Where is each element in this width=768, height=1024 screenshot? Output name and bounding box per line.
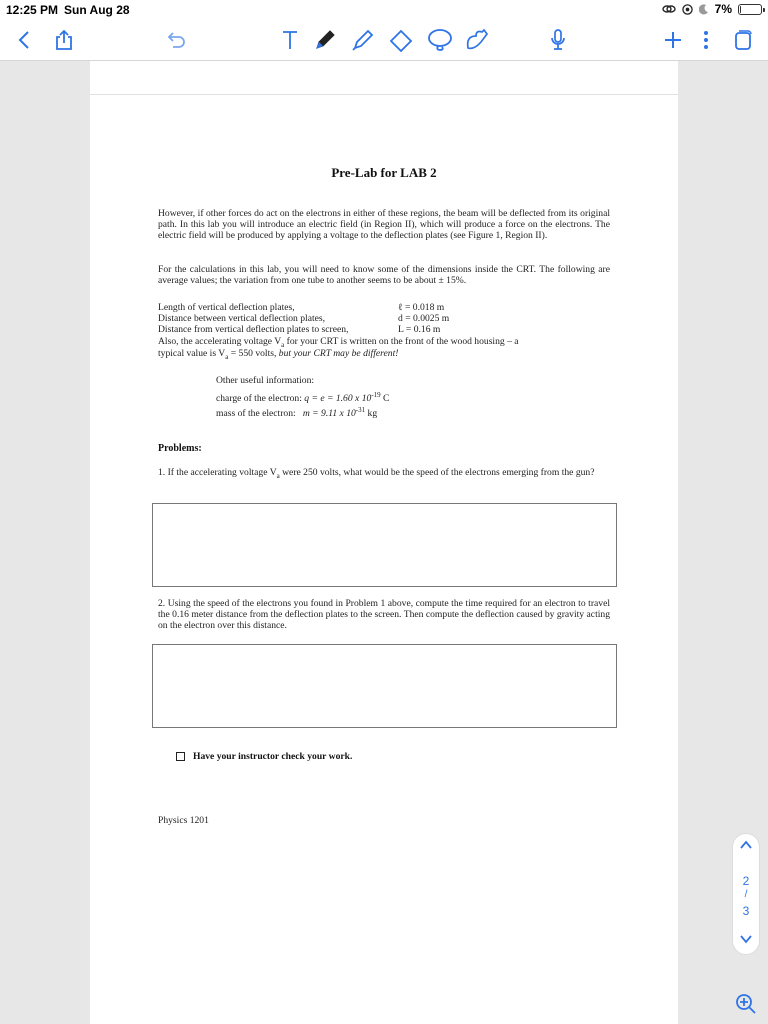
voltage-text-a: Also, the accelerating voltage V <box>158 336 282 347</box>
charge-exponent: -19 <box>371 391 381 399</box>
voltage-line-2 <box>158 348 398 361</box>
answer-box-1[interactable] <box>152 503 617 587</box>
mass-label: mass of the electron: <box>216 408 296 420</box>
problems-heading: Problems: <box>158 443 202 454</box>
eraser-tool-button[interactable] <box>386 26 416 54</box>
charge-value: q = e = 1.60 x 10 <box>304 393 372 405</box>
link-icon <box>662 3 676 15</box>
useful-info-heading: Other useful information: <box>216 375 315 386</box>
dimension-value-screen: L = 0.16 m <box>398 324 441 335</box>
calculations-paragraph: For the calculations in this lab, you will need to know some of the dimensions inside the CRT. The following are average values; the variation from one tube to another seems to be about ± 15%. <box>158 264 610 287</box>
problem-1 <box>158 467 610 482</box>
pages-icon <box>733 29 753 51</box>
text-tool-icon <box>280 29 300 51</box>
share-icon <box>54 29 74 51</box>
status-time: 12:25 PM <box>6 3 59 17</box>
undo-button[interactable] <box>163 26 191 54</box>
voltage2-text-a: typical value is V <box>158 348 226 359</box>
page-title: Pre-Lab for LAB 2 <box>331 165 437 180</box>
dimension-value-distance: d = 0.0025 m <box>398 313 450 324</box>
voltage2-subscript: a <box>225 352 229 361</box>
page-footer: Physics 1201 <box>158 815 209 826</box>
status-indicators <box>662 2 762 16</box>
eraser-icon <box>388 28 414 52</box>
instructor-check-checkbox[interactable] <box>176 752 185 761</box>
share-button[interactable] <box>50 26 78 54</box>
shapes-tool-button[interactable] <box>462 26 492 54</box>
zoom-button[interactable] <box>732 990 760 1018</box>
pen-tool-button[interactable] <box>310 26 340 54</box>
mass-exponent: -31 <box>355 406 366 414</box>
mass-line <box>216 406 377 419</box>
battery-fill <box>740 6 741 13</box>
add-icon <box>663 30 683 50</box>
microphone-button[interactable] <box>546 26 570 54</box>
voltage2-text-b: = 550 volts, <box>228 348 279 359</box>
voltage-subscript: a <box>281 340 285 349</box>
voltage2-italic: but your CRT may be different! <box>278 348 399 359</box>
previous-page-button[interactable] <box>733 840 759 856</box>
status-date: Sun Aug 28 <box>64 3 130 17</box>
intro-paragraph: However, if other forces do act on the electrons in either of these regions, the beam will be deflected from its original path. In this lab you will introduce an electric field (in Region II), which will produce a force on the electrons. The electric field will be produced by applying a voltage to the deflection plates (see Figure 1, Region II). <box>158 208 610 242</box>
voltage-line <box>158 336 519 349</box>
chevron-left-icon <box>17 30 31 50</box>
text-tool-button[interactable] <box>276 26 304 54</box>
document-page[interactable] <box>90 61 678 1024</box>
lasso-icon <box>426 28 454 52</box>
shapes-icon <box>464 28 490 52</box>
back-button[interactable] <box>12 26 36 54</box>
more-icon <box>703 30 709 50</box>
problem-2: 2. Using the speed of the electrons you found in Problem 1 above, compute the time required for an electron to travel the 0.16 meter distance from the deflection plates to the screen. Then compute the deflection caused by gravity acting on the electron over this distance. <box>158 598 610 632</box>
pen-icon <box>313 28 337 52</box>
dimension-label-screen: Distance from vertical deflection plates to screen, <box>158 324 349 335</box>
dimension-label-distance: Distance between vertical deflection plates, <box>158 313 326 324</box>
toolbar <box>0 20 768 61</box>
charge-label: charge of the electron: <box>216 393 302 405</box>
chevron-up-icon <box>739 840 753 850</box>
answer-box-2[interactable] <box>152 644 617 728</box>
pages-button[interactable] <box>730 26 756 54</box>
dimension-label-length: Length of vertical deflection plates, <box>158 302 295 313</box>
mass-unit: kg <box>365 408 378 420</box>
next-page-button[interactable] <box>733 934 759 950</box>
dimension-value-length: ℓ = 0.018 m <box>398 302 445 313</box>
lasso-tool-button[interactable] <box>424 26 456 54</box>
add-page-button[interactable] <box>660 26 686 54</box>
problem-1-subscript: a <box>276 471 280 480</box>
chevron-down-icon <box>739 934 753 944</box>
problem-1-rest: were 250 volts, what would be the speed of the electrons emerging from the gun? <box>279 467 595 478</box>
mass-value: m = 9.11 x 10 <box>302 408 356 420</box>
voltage-text-b: for your CRT is written on the front of the wood housing – a <box>284 336 519 347</box>
microphone-icon <box>550 28 566 52</box>
highlighter-icon <box>351 28 375 52</box>
charge-line <box>216 391 389 404</box>
current-page-number: 2 <box>742 874 750 888</box>
page-navigator <box>732 833 760 955</box>
charge-unit: C <box>380 393 390 405</box>
problem-1-text: 1. If the accelerating voltage V <box>158 467 277 478</box>
moon-icon <box>699 4 709 15</box>
previous-page-bottom <box>90 61 678 95</box>
status-bar <box>0 0 768 20</box>
battery-percent: 7% <box>714 2 732 16</box>
instructor-check-label: Have your instructor check your work. <box>193 751 353 762</box>
highlighter-tool-button[interactable] <box>348 26 378 54</box>
page-separator: / <box>744 889 748 900</box>
more-button[interactable] <box>696 26 716 54</box>
at-icon <box>682 4 693 15</box>
battery-icon <box>738 4 762 15</box>
undo-icon <box>167 31 187 49</box>
zoom-in-icon <box>735 993 757 1015</box>
total-page-count: 3 <box>742 904 750 918</box>
